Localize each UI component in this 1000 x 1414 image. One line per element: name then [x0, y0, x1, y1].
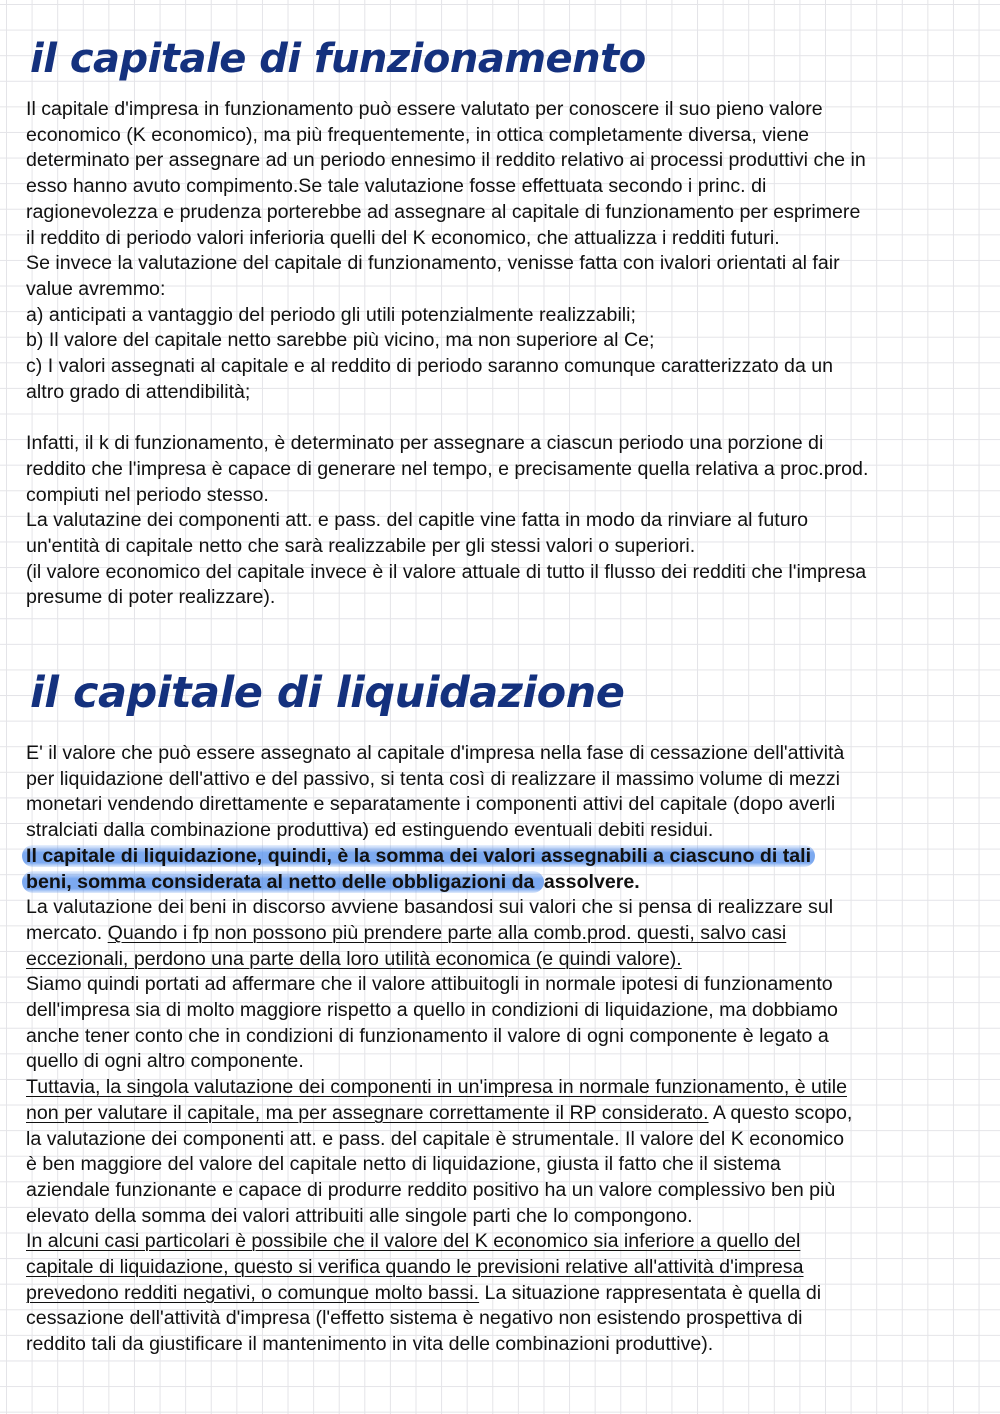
text-line: La valutazine dei componenti att. e pass. del capitle vine fatta in modo da rinviare al futuro	[26, 509, 809, 532]
list-item-a: a) anticipati a vantaggio del periodo gli utili potenzialmente realizzabili;	[26, 303, 636, 326]
text-line: Siamo quindi portati ad affermare che il valore attibuitogli in normale ipotesi di funzionamento	[26, 973, 833, 996]
paragraph-gap	[26, 405, 976, 431]
text-line	[26, 1281, 976, 1307]
text-line: aziendale funzionante e capace di produrre reddito positivo ha un valore complessivo ben più	[26, 1178, 836, 1201]
text-line: reddito che l'impresa è capace di generare nel tempo, e precisamente quella relativa a proc.prod.	[26, 457, 869, 480]
list-item-c: c) I valori assegnati al capitale e al reddito di periodo saranno comunque caratterizzato da un	[26, 355, 834, 378]
plain-text: A questo scopo,	[708, 1101, 853, 1124]
text-line: La valutazione dei beni in discorso avviene basandosi sui valori che si pensa di realizzare sul	[26, 896, 834, 919]
underlined-line: capitale di liquidazione, questo si verifica quando le previsioni relative all'attività d'impresa	[26, 1256, 804, 1279]
text-line: stralciati dalla combinazione produttiva) ed estinguendo eventuali debiti residui.	[26, 819, 714, 842]
text-line: reddito tali da giustificare il mantenimento in vita delle combinazioni produttive).	[26, 1333, 714, 1356]
list-item-b: b) Il valore del capitale netto sarebbe più vicino, ma non superiore al Ce;	[26, 329, 655, 352]
text-line: determinato per assegnare ad un periodo ennesimo il reddito relativo ai processi produttivi che in	[26, 149, 866, 172]
underlined-text: prevedono redditi negativi, o comunque molto bassi.	[26, 1281, 480, 1304]
heading-capitale-liquidazione: il capitale di liquidazione	[30, 668, 625, 718]
text-line: Il capitale d'impresa in funzionamento può essere valutato per conoscere il suo pieno valore	[26, 98, 823, 120]
text-line: un'entità di capitale netto che sarà realizzabile per gli stessi valori o superiori.	[26, 534, 696, 557]
text-line: value avremmo:	[26, 277, 166, 300]
highlight-mark: beni, somma considerata al netto delle obbligazioni da	[22, 871, 544, 893]
text-line: (il valore economico del capitale invece è il valore attuale di tutto il flusso dei redditi che l'impresa	[26, 560, 867, 583]
text-line: economico (K economico), ma più frequentemente, in ottica completamente diversa, viene	[26, 123, 810, 146]
underlined-text: non per valutare il capitale, ma per assegnare correttamente il RP considerato.	[26, 1101, 709, 1124]
text-line	[26, 1101, 976, 1127]
text-line: il reddito di periodo valori inferioria quelli del K economico, che attualizza i redditi futuri.	[26, 226, 780, 249]
highlight-mark: Il capitale di liquidazione, quindi, è la somma dei valori assegnabili a ciascuno di tali	[22, 845, 815, 867]
highlighted-definition-line	[26, 870, 976, 896]
text-line: presume di poter realizzare).	[26, 586, 276, 609]
text-line: ragionevolezza e prudenza porterebbe ad assegnare al capitale di funzionamento per esprimere	[26, 200, 861, 223]
text-line: dell'impresa sia di molto maggiore rispetto a quello in condizioni di liquidazione, ma dobbiamo	[26, 999, 838, 1022]
text-line: per liquidazione dell'attivo e del passivo, si tenta così di realizzare il massimo volume di mezzi	[26, 767, 840, 790]
text-line: quello di ogni altro componente.	[26, 1050, 304, 1073]
bold-text: assolvere.	[543, 870, 640, 893]
text-line: esso hanno avuto compimento.Se tale valutazione fosse effettuata secondo i princ. di	[26, 175, 767, 198]
section-funzionamento-text	[26, 97, 976, 611]
text-line: Se invece la valutazione del capitale di funzionamento, venisse fatta con ivalori orientati al fair	[26, 252, 840, 275]
plain-text: La situazione rappresentata è quella di	[479, 1281, 822, 1304]
underlined-line: eccezionali, perdono una parte della loro utilità economica (e quindi valore).	[26, 947, 682, 970]
underlined-text: Quando i fp non possono più prendere parte alla comb.prod. questi, salvo casi	[107, 921, 787, 944]
text-line: Infatti, il k di funzionamento, è determinato per assegnare a ciascun periodo una porzione di	[26, 432, 824, 455]
text-line: compiuti nel periodo stesso.	[26, 483, 269, 506]
text-line: E' il valore che può essere assegnato al capitale d'impresa nella fase di cessazione dell'attività	[26, 742, 845, 764]
underlined-line: Tuttavia, la singola valutazione dei componenti in un'impresa in normale funzionamento, è utile	[26, 1076, 847, 1099]
text-line: elevato della somma dei valori attribuiti alle singole parti che lo compongono.	[26, 1204, 693, 1227]
heading-capitale-funzionamento: il capitale di funzionamento	[30, 36, 646, 82]
highlighted-definition-line	[26, 844, 976, 870]
plain-text: mercato.	[26, 921, 108, 944]
text-line: la valutazione dei componenti att. e pass. del capitale è strumentale. Il valore del K economico	[26, 1127, 844, 1150]
text-line: altro grado di attendibilità;	[26, 380, 251, 403]
text-line: è ben maggiore del valore del capitale netto di liquidazione, giusta il fatto che il sistema	[26, 1153, 781, 1176]
text-line: monetari vendendo direttamente e separatamente i componenti attivi del capitale (dopo averli	[26, 793, 836, 816]
text-line: cessazione dell'attività d'impresa (l'effetto sistema è negativo non esistendo prospettiva di	[26, 1307, 803, 1330]
text-line: anche tener conto che in condizioni di funzionamento il valore di ogni componente è legato a	[26, 1024, 829, 1047]
section-liquidazione-text	[26, 741, 976, 1358]
underlined-line: In alcuni casi particolari è possibile che il valore del K economico sia inferiore a quello del	[26, 1230, 801, 1253]
text-line	[26, 921, 976, 947]
